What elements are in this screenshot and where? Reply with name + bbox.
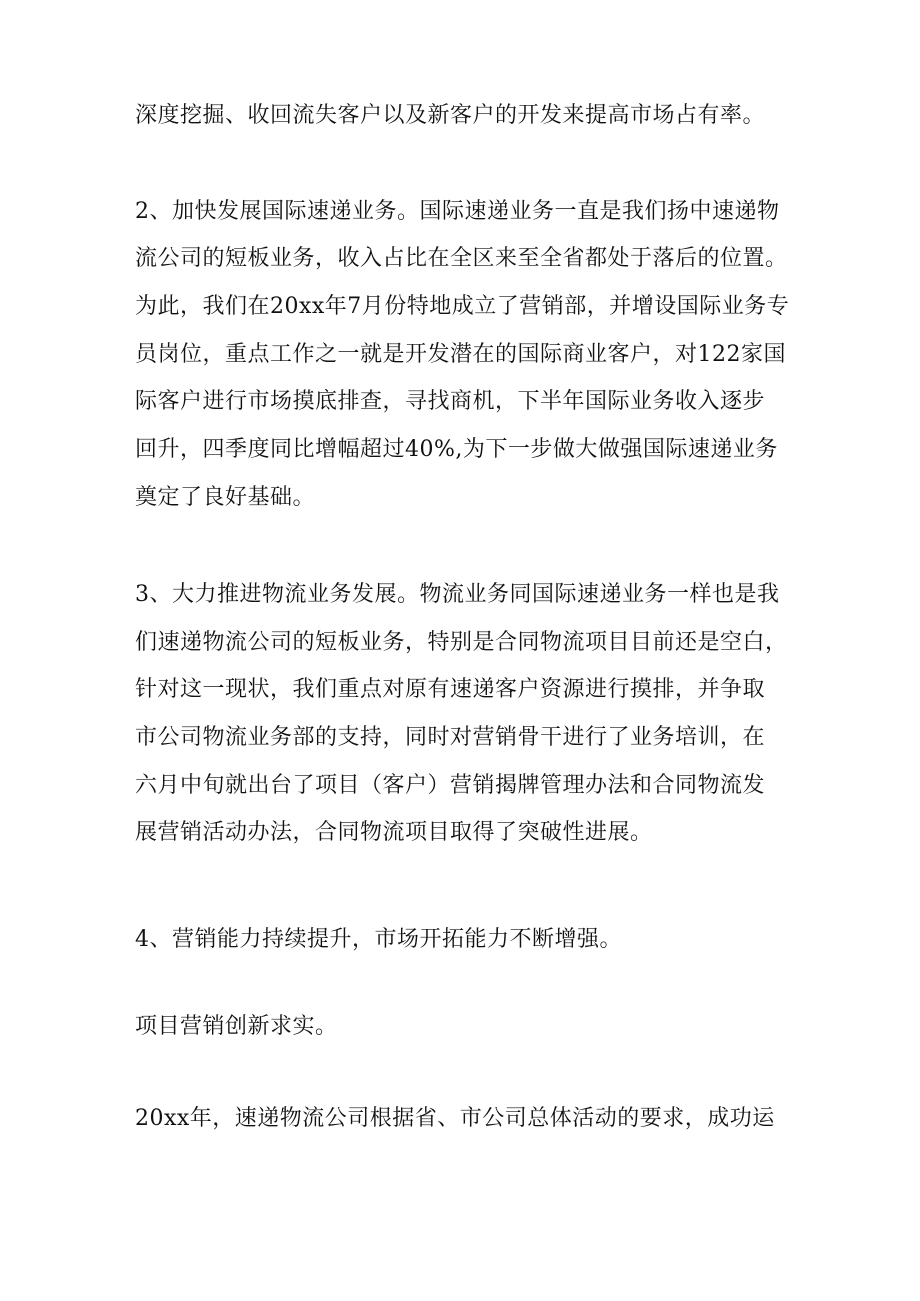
paragraph-2-line-5: 际客户进行市场摸底排查，寻找商机，下半年国际业务收入逐步 <box>135 389 766 414</box>
paragraph-4-line-1: 4、营销能力持续提升，市场开拓能力不断增强。 <box>135 927 622 952</box>
paragraph-3-line-2: 们速递物流公司的短板业务，特别是合同物流项目目前还是空白， <box>135 630 788 655</box>
paragraph-2-line-4: 员岗位，重点工作之一就是开发潜在的国际商业客户，对122家国 <box>135 342 786 367</box>
paragraph-3-line-1: 3、大力推进物流业务发展。物流业务同国际速递业务一样也是我 <box>135 582 780 607</box>
paragraph-3-line-4: 市公司物流业务部的支持，同时对营销骨干进行了业务培训，在 <box>135 725 766 750</box>
paragraph-2-line-1: 2、加快发展国际速递业务。国际速递业务一直是我们扬中速递物 <box>135 199 780 224</box>
paragraph-intro-line-1: 深度挖掘、收回流失客户以及新客户的开发来提高市场占有率。 <box>135 103 766 128</box>
paragraph-3-line-3: 针对这一现状，我们重点对原有速递客户资源进行摸排，并争取 <box>135 677 766 702</box>
paragraph-3-line-5: 六月中旬就出台了项目（客户）营销揭牌管理办法和合同物流发 <box>135 773 766 798</box>
paragraph-2-line-2: 流公司的短板业务，收入占比在全区来至全省都处于落后的位置。 <box>135 246 788 271</box>
paragraph-2-line-6: 回升，四季度同比增幅超过40%,为下一步做大做强国际速递业务 <box>135 437 778 462</box>
paragraph-2-line-7: 奠定了良好基础。 <box>135 485 316 510</box>
paragraph-5-line-1: 项目营销创新求实。 <box>135 1014 338 1039</box>
paragraph-2-line-3: 为此，我们在20xx年7月份特地成立了营销部，并增设国际业务专 <box>135 294 790 319</box>
paragraph-6-line-1: 20xx年，速递物流公司根据省、市公司总体活动的要求，成功运 <box>135 1106 775 1131</box>
paragraph-3-line-6: 展营销活动办法，合同物流项目取得了突破性进展。 <box>135 820 653 845</box>
